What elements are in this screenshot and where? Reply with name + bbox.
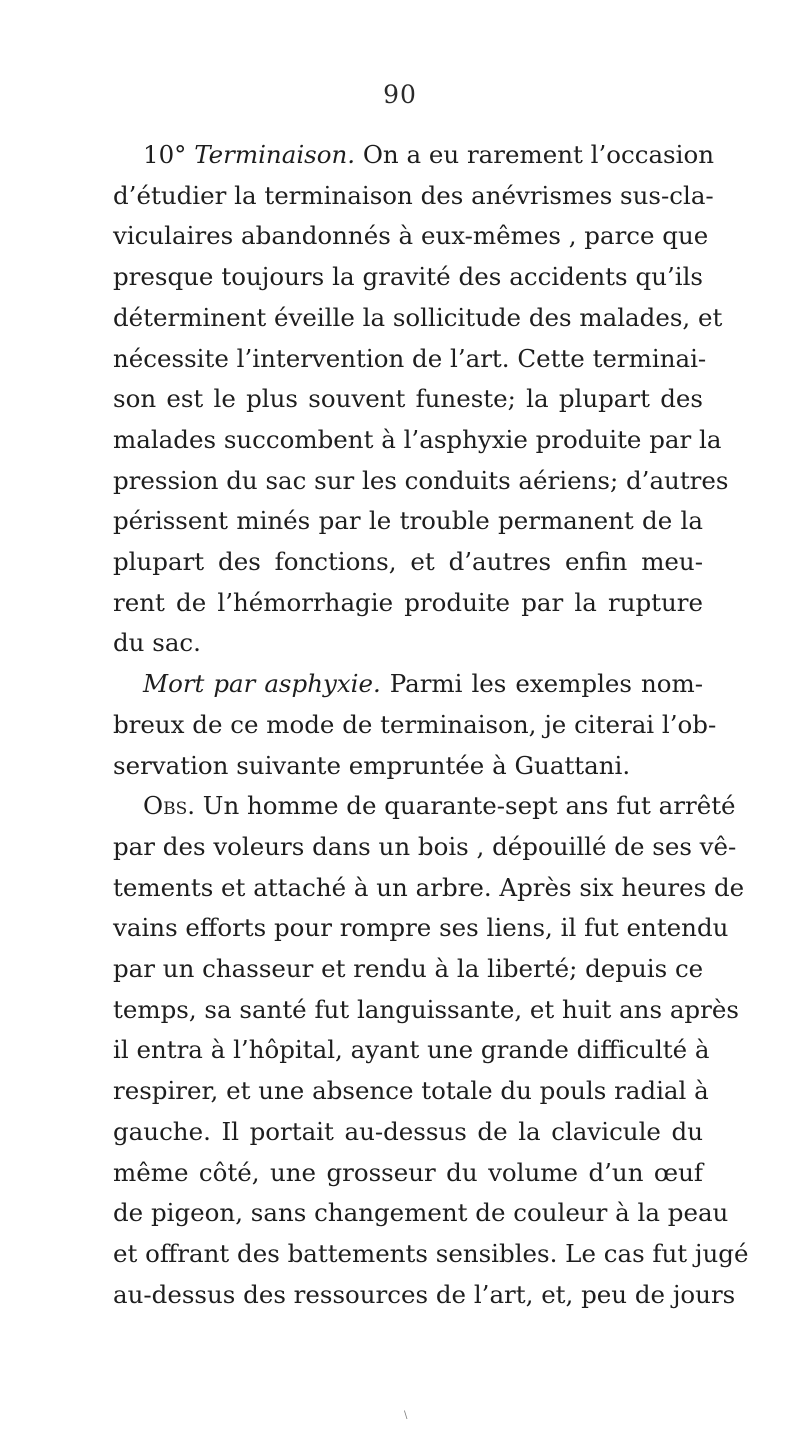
text-line: servation suivante empruntée à Guattani. — [113, 750, 631, 780]
text-line: vains efforts pour rompre ses liens, il fut entendu — [113, 913, 729, 943]
text-line: gauche. Il portait au-dessus de la clavicule du — [113, 1116, 703, 1146]
text-line: viculaires abandonnés à eux-mêmes , parce que — [113, 221, 709, 251]
text-line: déterminent éveille la sollicitude des malades, et — [113, 302, 723, 332]
text-line: et offrant des battements sensibles. Le cas fut jugé — [113, 1238, 749, 1268]
text-line: il entra à l’hôpital, ayant une grande difficulté à — [113, 1035, 710, 1065]
text-line: Mort par asphyxie. Parmi les exemples nom- — [143, 669, 703, 699]
text-line: son est le plus souvent funeste; la plupart des — [113, 384, 703, 414]
observation-label: Obs. — [143, 791, 196, 821]
text-line: pression du sac sur les conduits aériens; d’autres — [113, 465, 729, 495]
text-line: du sac. — [113, 628, 201, 658]
paragraph-observation — [113, 786, 749, 1315]
print-speck: \ — [404, 1410, 408, 1421]
section-heading: Terminaison. — [194, 140, 356, 169]
text-line: par un chasseur et rendu à la liberté; depuis ce — [113, 954, 704, 984]
body-text — [113, 135, 749, 1315]
text-line: malades succombent à l’asphyxie produite par la — [113, 424, 722, 454]
page-number: 90 — [383, 80, 417, 109]
text-line: presque toujours la gravité des accidents qu’ils — [113, 262, 703, 292]
text-line: plupart des fonctions, et d’autres enfin meu- — [113, 547, 703, 577]
text-line: temps, sa santé fut languissante, et huit ans après — [113, 994, 739, 1024]
text-line: Obs. Un homme de quarante-sept ans fut arrêté — [143, 791, 736, 821]
text-line: breux de ce mode de terminaison, je citerai l’ob- — [113, 709, 717, 739]
text-line: périssent minés par le trouble permanent de la — [113, 506, 703, 536]
text-line: de pigeon, sans changement de couleur à la peau — [113, 1198, 729, 1228]
paragraph-mort-par-asphyxie — [113, 664, 717, 786]
text-line: nécessite l’intervention de l’art. Cette terminai- — [113, 343, 707, 373]
text-line: par des voleurs dans un bois , dépouillé de ses vê- — [113, 831, 737, 861]
text-line: au-dessus des ressources de l’art, et, peu de jours — [113, 1279, 736, 1309]
subsection-heading: Mort par asphyxie. — [143, 669, 381, 699]
text-line: 10° Terminaison. On a eu rarement l’occasion — [143, 140, 714, 169]
paragraph-terminaison — [113, 135, 729, 664]
text-line: d’étudier la terminaison des anévrismes sus-cla- — [113, 180, 714, 210]
text-line: même côté, une grosseur du volume d’un œuf — [113, 1157, 703, 1187]
text-line: respirer, et une absence totale du pouls radial à — [113, 1076, 709, 1106]
text-line: tements et attaché à un arbre. Après six heures de — [113, 872, 745, 902]
text-line: rent de l’hémorrhagie produite par la rupture — [113, 587, 703, 617]
